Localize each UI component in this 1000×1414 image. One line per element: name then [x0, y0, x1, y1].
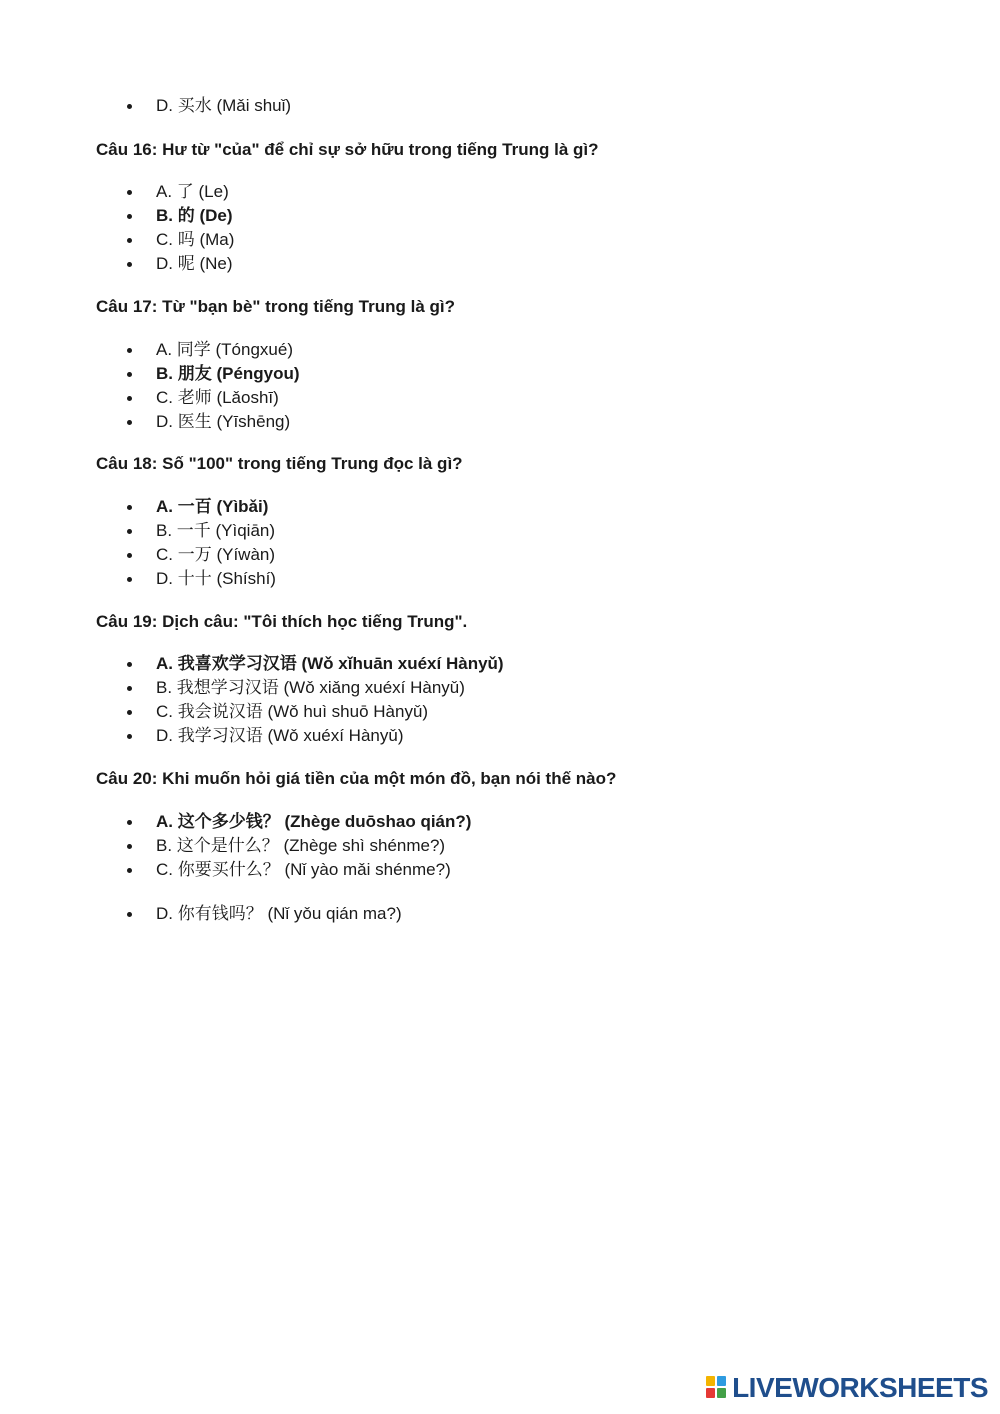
- question-19-title: Câu 19: Dịch câu: "Tôi thích học tiếng Trung".: [96, 612, 468, 631]
- option-text: A. 我喜欢学习汉语 (Wǒ xǐhuān xuéxí Hànyǔ): [156, 654, 504, 673]
- option-text: A. 一百 (Yìbǎi): [156, 497, 269, 516]
- option-q19-d[interactable]: [122, 724, 504, 748]
- question-18-title: Câu 18: Số "100" trong tiếng Trung đọc là gì?: [96, 454, 463, 473]
- option-text: D. 我学习汉语 (Wǒ xuéxí Hànyǔ): [156, 726, 404, 745]
- option-q20-c[interactable]: [122, 858, 471, 882]
- option-list-q18: [122, 495, 276, 591]
- option-list-q17: [122, 338, 300, 434]
- option-q19-b[interactable]: [122, 676, 504, 700]
- option-q16-c[interactable]: [122, 228, 234, 252]
- bullet: [127, 844, 132, 849]
- option-list-q15: [122, 94, 291, 118]
- option-list-q19: [122, 652, 504, 748]
- option-q17-c[interactable]: [122, 386, 300, 410]
- option-q20-b[interactable]: [122, 834, 471, 858]
- bullet: [127, 104, 132, 109]
- option-list-q16: [122, 180, 234, 276]
- option-list-q20-extra: [122, 902, 402, 926]
- option-text: B. 朋友 (Péngyou): [156, 364, 300, 383]
- option-text: D. 你有钱吗？ (Nǐ yǒu qián ma?): [156, 904, 402, 923]
- bullet: [127, 262, 132, 267]
- option-q15-d[interactable]: [122, 94, 291, 118]
- bullet: [127, 686, 132, 691]
- bullet: [127, 734, 132, 739]
- option-text: C. 你要买什么？ (Nǐ yào mǎi shénme?): [156, 860, 451, 879]
- logo-text: LIVEWORKSHEETS: [732, 1372, 988, 1403]
- option-text: A. 这个多少钱？ (Zhège duōshao qián?): [156, 812, 472, 831]
- bullet: [127, 912, 132, 917]
- option-text: A. 同学 (Tóngxué): [156, 340, 293, 359]
- bullet: [127, 710, 132, 715]
- bullet: [127, 348, 132, 353]
- option-q20-a[interactable]: [122, 810, 471, 834]
- bullet: [127, 529, 132, 534]
- option-q17-d[interactable]: [122, 410, 300, 434]
- option-text: C. 吗 (Ma): [156, 230, 235, 249]
- option-list-q20: [122, 810, 471, 882]
- option-text: B. 这个是什么？ (Zhège shì shénme?): [156, 836, 446, 855]
- option-q16-d[interactable]: [122, 252, 234, 276]
- option-text: D. 呢 (Ne): [156, 254, 233, 273]
- option-text: C. 老师 (Lǎoshī): [156, 388, 279, 407]
- option-q18-a[interactable]: [122, 495, 276, 519]
- question-20-title: Câu 20: Khi muốn hỏi giá tiền của một món đồ, bạn nói thế nào?: [96, 769, 617, 788]
- option-text: B. 我想学习汉语 (Wǒ xiǎng xuéxí Hànyǔ): [156, 678, 465, 697]
- bullet: [127, 190, 132, 195]
- option-q19-c[interactable]: [122, 700, 504, 724]
- bullet: [127, 505, 132, 510]
- bullet: [127, 396, 132, 401]
- bullet: [127, 868, 132, 873]
- bullet: [127, 820, 132, 825]
- option-q16-b[interactable]: [122, 204, 234, 228]
- option-q17-a[interactable]: [122, 338, 300, 362]
- option-text: C. 我会说汉语 (Wǒ huì shuō Hànyǔ): [156, 702, 429, 721]
- bullet: [127, 238, 132, 243]
- bullet: [127, 553, 132, 558]
- option-text: D. 医生 (Yīshēng): [156, 412, 291, 431]
- option-text: C. 一万 (Yíwàn): [156, 545, 276, 564]
- option-text: D. 十十 (Shíshí): [156, 569, 276, 588]
- option-text: B. 一千 (Yìqiān): [156, 521, 276, 540]
- option-q16-a[interactable]: [122, 180, 234, 204]
- option-q18-c[interactable]: [122, 543, 276, 567]
- bullet: [127, 662, 132, 667]
- option-q18-d[interactable]: [122, 567, 276, 591]
- option-text: A. 了 (Le): [156, 182, 229, 201]
- bullet: [127, 214, 132, 219]
- liveworksheets-logo[interactable]: [706, 1372, 988, 1404]
- option-q19-a[interactable]: [122, 652, 504, 676]
- question-17-title: Câu 17: Từ "bạn bè" trong tiếng Trung là gì?: [96, 297, 455, 316]
- option-q17-b[interactable]: [122, 362, 300, 386]
- option-q20-d[interactable]: [122, 902, 402, 926]
- option-q18-b[interactable]: [122, 519, 276, 543]
- bullet: [127, 372, 132, 377]
- option-text: B. 的 (De): [156, 206, 233, 225]
- bullet: [127, 420, 132, 425]
- question-16-title: Câu 16: Hư từ "của" để chỉ sự sở hữu trong tiếng Trung là gì?: [96, 140, 599, 159]
- liveworksheets-logo-icon: [706, 1376, 728, 1400]
- option-text: D. 买水 (Mǎi shuǐ): [156, 96, 292, 115]
- bullet: [127, 577, 132, 582]
